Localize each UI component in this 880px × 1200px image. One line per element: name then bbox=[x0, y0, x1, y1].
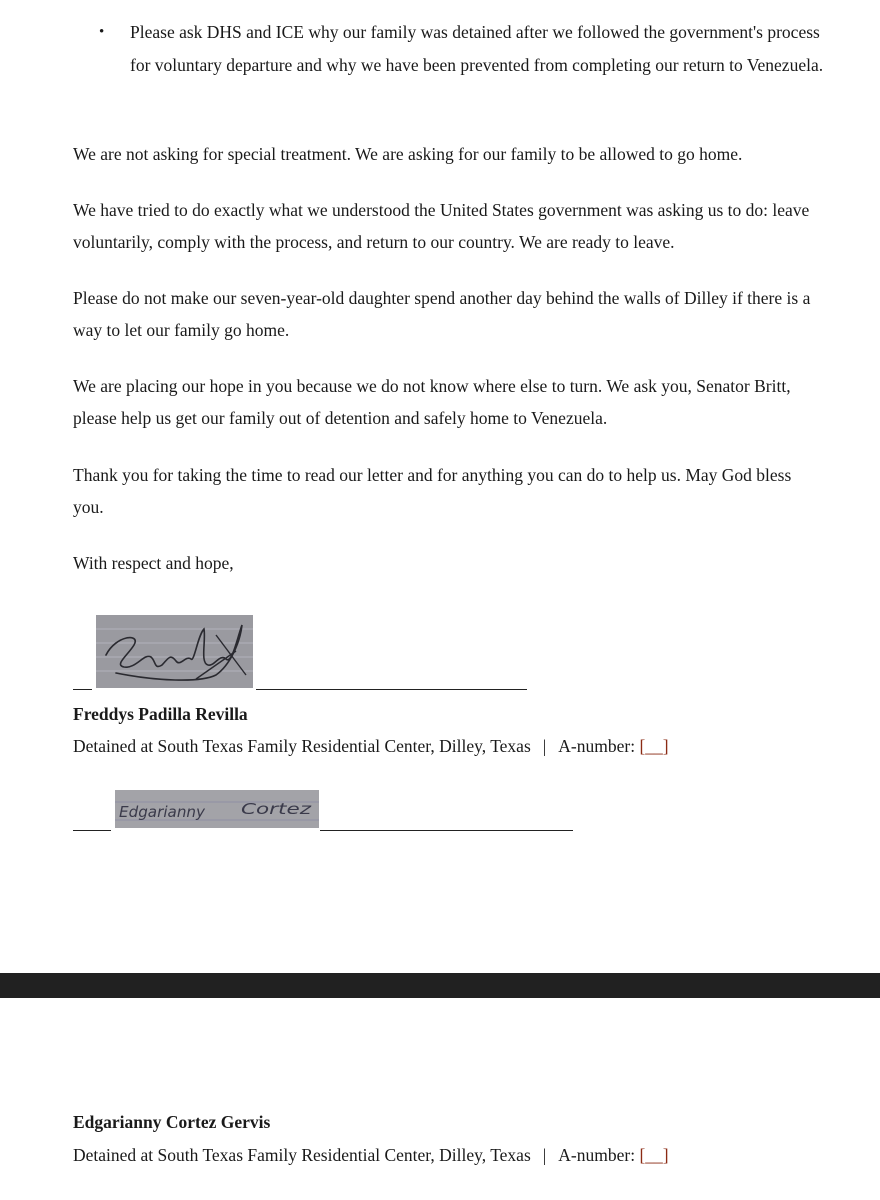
signature-image-1 bbox=[96, 615, 253, 688]
paragraph-3: Please do not make our seven-year-old daughter spend another day behind the walls of Dilley if there is a way to let our family go home. bbox=[73, 288, 811, 340]
a-number-label-2: A-number: bbox=[558, 1145, 636, 1165]
bullet-text: Please ask DHS and ICE why our family was detained after we followed the government's process for voluntary departure and why we have been prevented from completing our return to Venezuela. bbox=[130, 22, 824, 75]
a-number-label-1: A-number: bbox=[558, 736, 636, 756]
bullet-dot: • bbox=[99, 24, 105, 40]
svg-text:Edgarianny: Edgarianny bbox=[119, 803, 207, 821]
page-divider bbox=[0, 973, 880, 998]
signature-image-2 bbox=[115, 790, 319, 828]
signer-name-2: Edgarianny Cortez Gervis bbox=[73, 1112, 271, 1132]
svg-text:Cortez: Cortez bbox=[241, 800, 313, 818]
signer-detail-2 bbox=[73, 1145, 669, 1166]
signer-name-1: Freddys Padilla Revilla bbox=[73, 704, 248, 724]
a-number-value-2: [__] bbox=[639, 1145, 669, 1165]
signer-location-1: Detained at South Texas Family Residential Center, Dilley, Texas bbox=[73, 736, 531, 756]
closing-line: With respect and hope, bbox=[73, 553, 234, 573]
paragraph-4: We are placing our hope in you because we do not know where else to turn. We ask you, Senator Britt, please help us get our family out of detention and safely home to Venezuela. bbox=[73, 376, 791, 428]
signer-location-2: Detained at South Texas Family Residential Center, Dilley, Texas bbox=[73, 1145, 531, 1165]
paragraph-2: We have tried to do exactly what we understood the United States government was asking us to do: leave voluntarily, comply with the process, and return to our country. We are ready to leave. bbox=[73, 200, 810, 252]
paragraph-5: Thank you for taking the time to read our letter and for anything you can do to help us. May God bless you. bbox=[73, 465, 792, 517]
paragraph-1: We are not asking for special treatment. We are asking for our family to be allowed to go home. bbox=[73, 144, 743, 164]
separator: | bbox=[542, 1145, 547, 1165]
a-number-value-1: [__] bbox=[639, 736, 669, 756]
separator: | bbox=[542, 736, 547, 756]
signer-detail-1 bbox=[73, 736, 669, 757]
